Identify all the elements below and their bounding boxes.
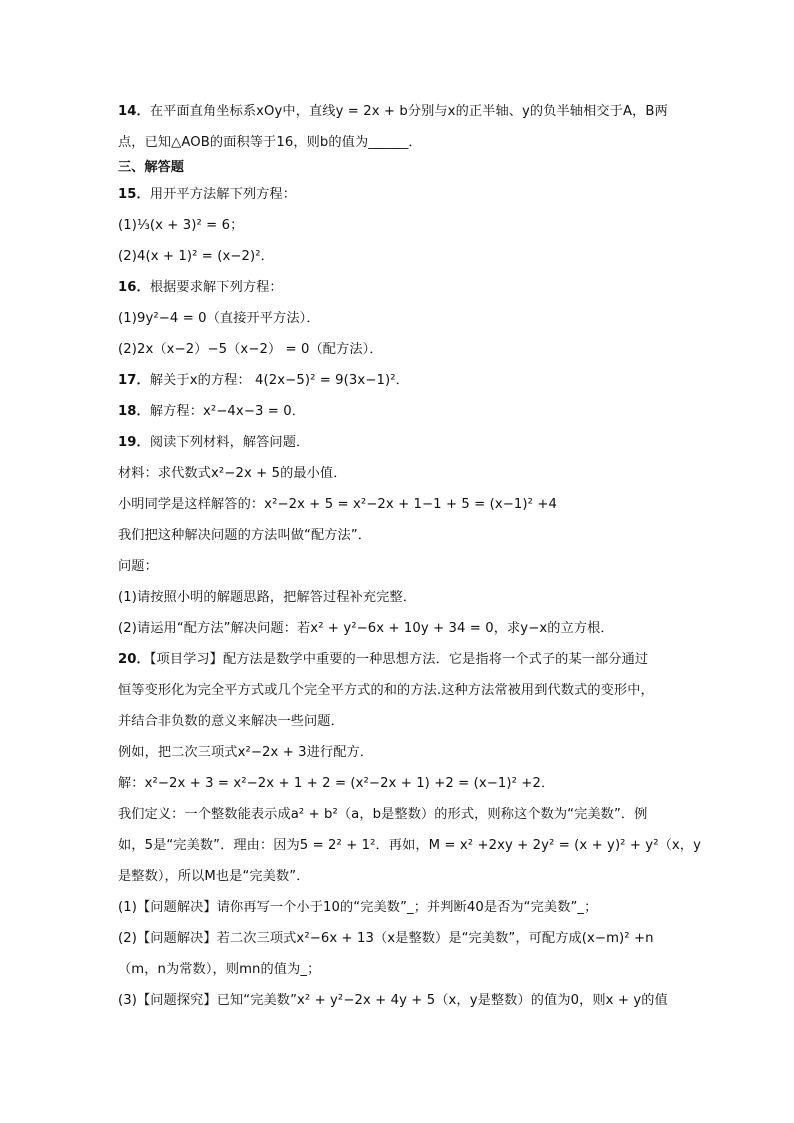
q16-part-1: (1)9y²−4 = 0（直接开平方法）． xyxy=(118,311,320,326)
q16-line-1 xyxy=(118,277,698,299)
q20-definition-2: 如，5是“完美数”．理由：因为5 = 2² + 1²．再如，M = x² +2xy + 2y² = (x + y)² + y²（x，y xyxy=(118,838,701,853)
document-page xyxy=(118,101,701,1021)
q20-line-1 xyxy=(118,649,698,671)
question-text: 解方程：x²−4x−3 = 0． xyxy=(149,404,305,419)
question-text: 用开平方法解下列方程： xyxy=(149,187,297,202)
q15-part-1: (1)⅓(x + 3)² = 6； xyxy=(118,218,244,233)
question-number: 17． xyxy=(118,373,150,388)
question-text: 阅读下列材料，解答问题． xyxy=(149,435,310,450)
question-number: 18． xyxy=(118,404,150,419)
q20-example-solution: 解：x²−2x + 3 = x²−2x + 1 + 2 = (x²−2x + 1) +2 = (x−1)² +2． xyxy=(118,776,555,791)
question-number: 20． xyxy=(118,652,150,667)
question-text: 在平面直角坐标系xOy中，直线y = 2x + b分别与x的正半轴、y的负半轴相交于A，B两 xyxy=(149,104,668,119)
question-text: 根据要求解下列方程： xyxy=(149,280,283,295)
q19-part-1: (1)请按照小明的解题思路，把解答过程补充完整． xyxy=(118,590,417,605)
section-heading: 三、解答题 xyxy=(118,160,184,175)
q20-example: 例如，把二次三项式x²−2x + 3进行配方． xyxy=(118,745,374,760)
q19-part-2: (2)请运用“配方法”解决问题：若x² + y²−6x + 10y + 34 = 0，求y−x的立方根． xyxy=(118,621,614,636)
question-number: 19． xyxy=(118,435,150,450)
q15-line-1 xyxy=(118,184,698,206)
q17-line-1 xyxy=(118,370,698,392)
q19-method: 我们把这种解决问题的方法叫做“配方法”． xyxy=(118,528,372,543)
q20-definition-1: 我们定义：一个整数能表示成a² + b²（a，b是整数）的形式，则称这个数为“完美数”．例 xyxy=(118,807,648,822)
q20-part-2-cont: （m，n为常数），则mn的值为_； xyxy=(118,962,321,977)
q20-part-1: (1)【问题解决】请你再写一个小于10的“完美数”_；并判断40是否为“完美数”_； xyxy=(118,900,598,915)
question-number: 15． xyxy=(118,187,150,202)
question-number: 14． xyxy=(118,104,150,119)
question-number: 16． xyxy=(118,280,150,295)
q18-line-1 xyxy=(118,401,698,423)
question-text: 点，已知△AOB的面积等于16，则b的值为______． xyxy=(118,135,422,150)
q16-part-2: (2)2x（x−2）−5（x−2） = 0（配方法）． xyxy=(118,342,383,357)
q19-material: 材料：求代数式x²−2x + 5的最小值． xyxy=(118,466,347,481)
q14-line-2 xyxy=(118,132,698,154)
q19-solution: 小明同学是这样解答的：x²−2x + 5 = x²−2x + 1−1 + 5 = (x−1)² +4 xyxy=(118,497,557,512)
q20-line-3: 并结合非负数的意义来解决一些问题． xyxy=(118,714,344,729)
q20-line-2: 恒等变形化为完全平方式或几个完全平方式的和的方法.这种方法常被用到代数式的变形中， xyxy=(118,683,654,698)
question-text: 【项目学习】配方法是数学中重要的一种思想方法．它是指将一个式子的某一部分通过 xyxy=(149,652,649,667)
question-text: 解关于x的方程： 4(2x−5)² = 9(3x−1)²． xyxy=(149,373,409,388)
q19-problem-label: 问题： xyxy=(118,559,158,574)
q20-definition-3: 是整数），所以M也是“完美数”． xyxy=(118,869,310,884)
q19-line-1 xyxy=(118,432,698,454)
q20-part-3: (3)【问题探究】已知“完美数”x² + y²−2x + 4y + 5（x，y是整数）的值为0，则x + y的值 xyxy=(118,993,668,1008)
q15-part-2: (2)4(x + 1)² = (x−2)²． xyxy=(118,249,274,264)
q14-line-1 xyxy=(118,101,698,123)
q20-part-2: (2)【问题解决】若二次三项式x²−6x + 13（x是整数）是“完美数”，可配方成(x−m)² +n xyxy=(118,931,654,946)
